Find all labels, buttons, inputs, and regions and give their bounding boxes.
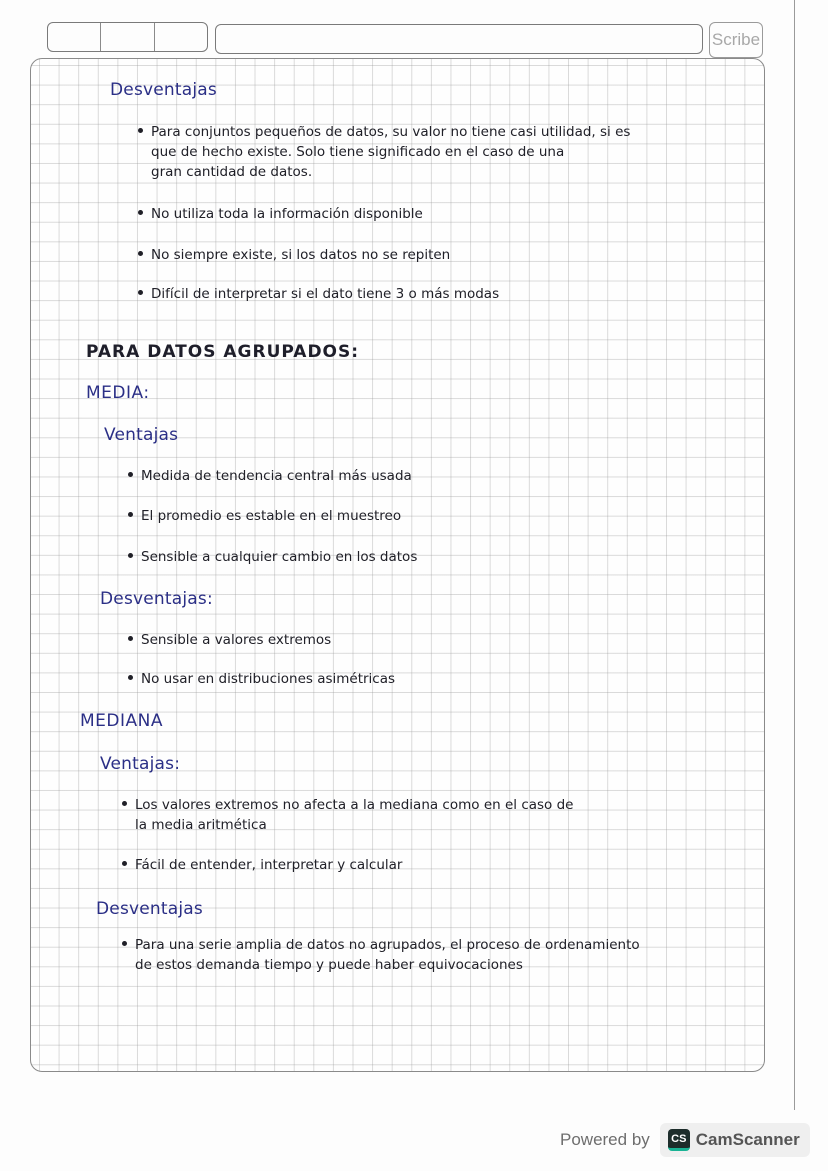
header-box-cell (155, 23, 207, 51)
camscanner-watermark (560, 1122, 810, 1158)
heading-mediana: MEDIANA (80, 711, 163, 731)
bullet-dot-icon (122, 801, 127, 806)
camscanner-logo-icon: CS (668, 1129, 690, 1151)
header-title-box (215, 24, 703, 54)
list-item: Sensible a valores extremos (128, 630, 331, 650)
mediana-desventajas-label: Desventajas (96, 899, 203, 919)
bullet-dot-icon (138, 290, 143, 295)
bullet-dot-icon (128, 512, 133, 517)
list-item: Sensible a cualquier cambio en los datos (128, 547, 417, 567)
list-item: Los valores extremos no afecta a la mediana como en el caso de la media aritmética (122, 795, 573, 835)
header-box-cell (101, 23, 154, 51)
section-label-desventajas: Desventajas (110, 80, 217, 100)
bullet-dot-icon (128, 636, 133, 641)
mediana-ventajas-label: Ventajas: (100, 754, 181, 774)
bullet-dot-icon (122, 941, 127, 946)
list-item: Difícil de interpretar si el dato tiene 3 o más modas (138, 284, 499, 304)
notebook-brand-logo: Scribe (709, 22, 763, 58)
media-desventajas-label: Desventajas: (100, 589, 213, 609)
bullet-dot-icon (138, 251, 143, 256)
bullet-dot-icon (128, 472, 133, 477)
media-ventajas-label: Ventajas (104, 425, 179, 445)
list-item: Para una serie amplia de datos no agrupados, el proceso de ordenamiento de estos demanda tiempo y puede haber equivocaciones (122, 935, 640, 975)
list-item: Fácil de entender, interpretar y calcular (122, 855, 402, 875)
bullet-dot-icon (138, 128, 143, 133)
powered-by-label: Powered by (560, 1130, 650, 1149)
camscanner-brand: CamScanner (695, 1130, 800, 1149)
bullet-dot-icon (122, 861, 127, 866)
list-item: Para conjuntos pequeños de datos, su valor no tiene casi utilidad, si es que de hecho existe. Solo tiene significado en el caso de una gran cantidad de datos. (138, 122, 630, 182)
list-item: No siempre existe, si los datos no se repiten (138, 245, 450, 265)
list-item: El promedio es estable en el muestreo (128, 506, 401, 526)
list-item: No utiliza toda la información disponible (138, 204, 423, 224)
header-date-boxes (47, 22, 208, 52)
bullet-dot-icon (128, 553, 133, 558)
header-box-cell (48, 23, 101, 51)
page-edge (794, 0, 795, 1110)
heading-media: MEDIA: (86, 383, 150, 403)
list-item: No usar en distribuciones asimétricas (128, 669, 395, 689)
heading-grouped-data: PARA DATOS AGRUPADOS: (86, 342, 360, 362)
bullet-dot-icon (138, 210, 143, 215)
camscanner-badge (660, 1123, 810, 1157)
bullet-dot-icon (128, 675, 133, 680)
list-item: Medida de tendencia central más usada (128, 466, 412, 486)
